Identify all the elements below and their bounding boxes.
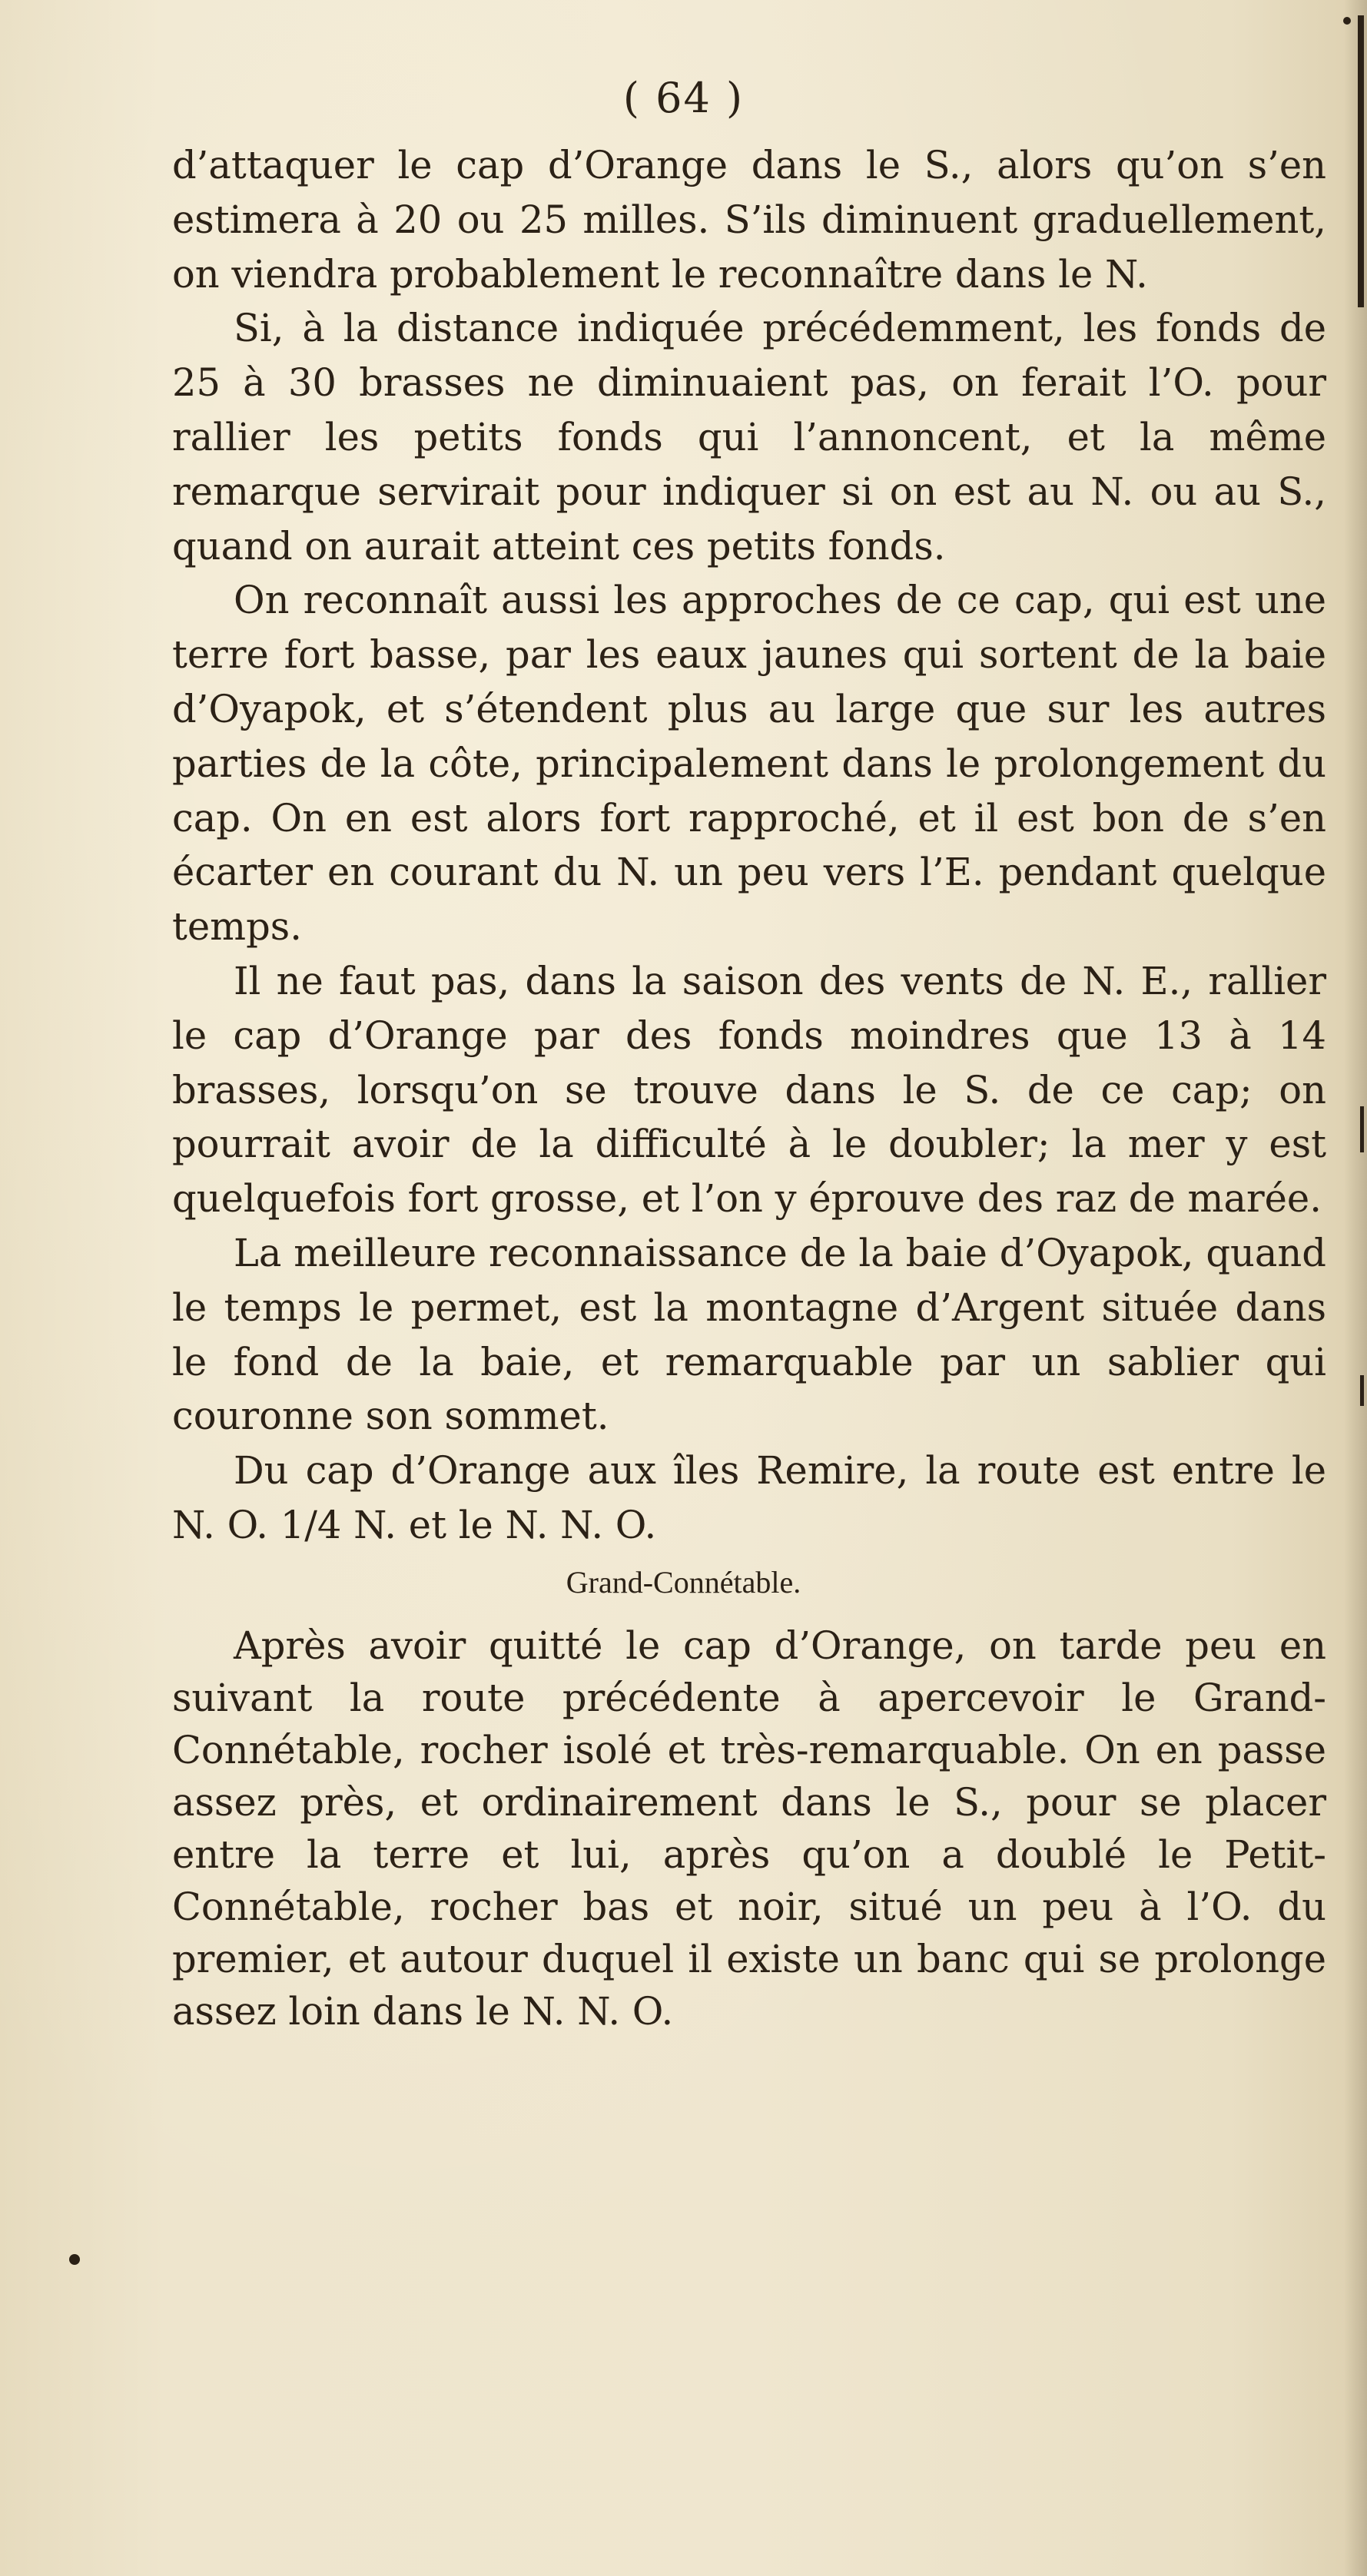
paragraph: Du cap d’Orange aux îles Remire, la route est entre le N. O. 1/4 N. et le N. N. O. [172, 1448, 1326, 1547]
ink-speck [69, 2254, 80, 2265]
paragraph: Il ne faut pas, dans la saison des vents de N. E., rallier le cap d’Orange par des fonds moindres que 13 à 14 brasses, lorsqu’on se trouve dans le S. de ce cap; on pourrait avoir de la difficulté à le doubler; la mer y est quelquefois fort grosse, et l’on y éprouve des raz de marée. [172, 958, 1326, 1222]
main-text [172, 138, 1326, 1553]
page-number: ( 64 ) [622, 74, 745, 122]
paragraph: Si, à la distance indiquée précédemment, les fonds de 25 à 30 brasses ne diminuaient pas, on ferait l’O. pour rallier les petits fonds qui l’annoncent, et la même remarque servirait pour indiquer si on est au N. ou au S., quand on aurait atteint ces petits fonds. [172, 306, 1326, 569]
section-text [172, 1620, 1326, 2037]
section-title: Grand-Connétable. [566, 1565, 801, 1600]
ink-speck [1343, 17, 1351, 25]
page-edge-mark [1360, 1375, 1364, 1406]
page-edge-mark [1358, 15, 1364, 307]
paragraph: On reconnaît aussi les approches de ce cap, qui est une terre fort basse, par les eaux jaunes qui sortent de la baie d’Oyapok, et s’étendent plus au large que sur les autres parties de la côte, principalement dans le prolongement du cap. On en est alors fort rapproché, et il est bon de s’en écarter en courant du N. un peu vers l’E. pendant quelque temps. [172, 578, 1326, 950]
paragraph: d’attaquer le cap d’Orange dans le S., alors qu’on s’en estimera à 20 ou 25 milles. S’ils diminuent graduellement, on viendra probablement le reconnaître dans le N. [172, 143, 1326, 297]
paragraph: Après avoir quitté le cap d’Orange, on tarde peu en suivant la route précédente à apercevoir le Grand-Connétable, rocher isolé et très-remarquable. On en passe assez près, et ordinairement dans le S., pour se placer entre la terre et lui, après qu’on a doublé le Petit-Connétable, rocher bas et noir, situé un peu à l’O. du premier, et autour duquel il existe un banc qui se prolonge assez loin dans le N. N. O. [172, 1623, 1326, 2034]
page-edge-shadow [1344, 0, 1367, 2576]
page-edge-mark [1360, 1106, 1364, 1152]
paragraph: La meilleure reconnaissance de la baie d’Oyapok, quand le temps le permet, est la montagne d’Argent située dans le fond de la baie, et remarquable par un sablier qui couronne son sommet. [172, 1230, 1326, 1439]
